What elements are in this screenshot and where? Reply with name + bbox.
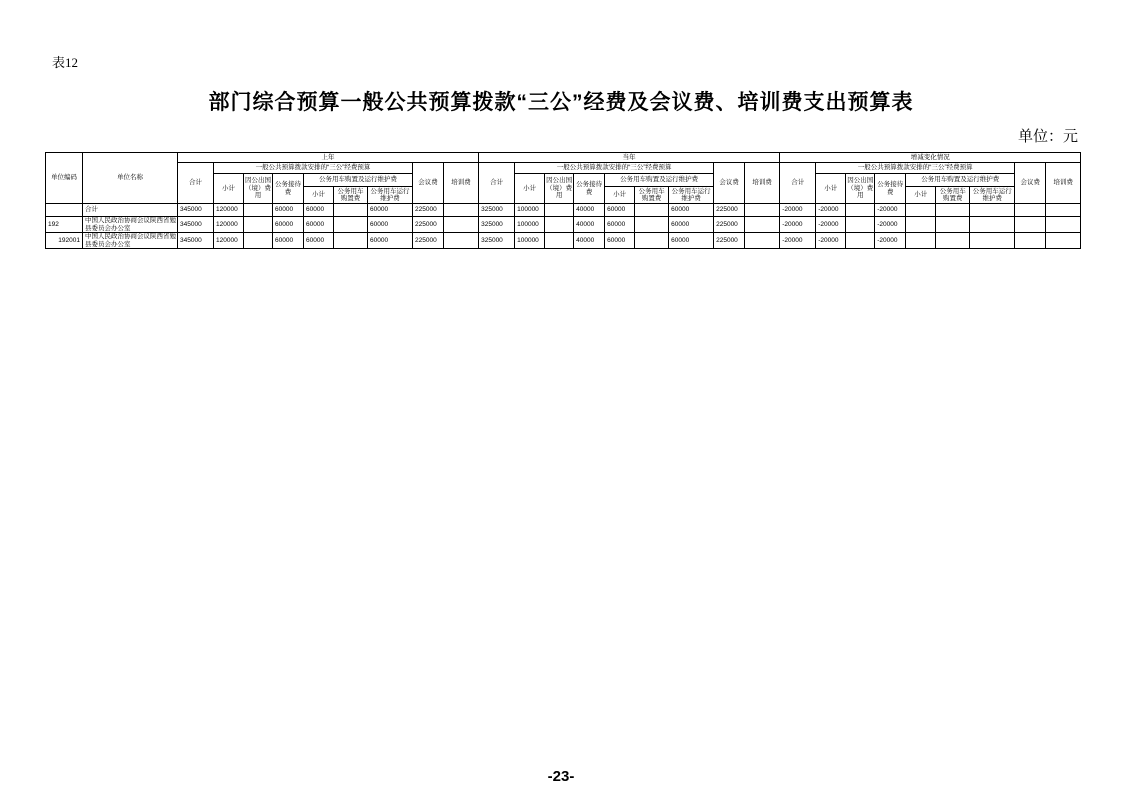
budget-table (45, 152, 1081, 249)
value-cell: -20000 (780, 204, 816, 217)
col-header-meeting: 会议费 (413, 163, 444, 204)
value-cell (970, 217, 1015, 233)
value-cell: 120000 (214, 217, 244, 233)
value-cell (635, 204, 669, 217)
header-row-groups (46, 163, 1081, 174)
unit-name-cell: 中国人民政治协商会议陕西省勉县委员会办公室 (83, 233, 178, 249)
value-cell (970, 204, 1015, 217)
value-cell (545, 217, 574, 233)
value-cell (906, 204, 936, 217)
value-cell (635, 217, 669, 233)
value-cell: 345000 (178, 233, 214, 249)
value-cell (545, 233, 574, 249)
table-body (46, 204, 1081, 249)
value-cell: 60000 (304, 233, 334, 249)
table-header (46, 153, 1081, 204)
value-cell: 325000 (479, 217, 515, 233)
value-cell: 40000 (574, 204, 605, 217)
col-header-reception: 公务接待费 (875, 174, 906, 204)
value-cell: 120000 (214, 233, 244, 249)
col-header-vehicle-purchase: 公务用车购置费 (635, 187, 669, 204)
value-cell (846, 217, 875, 233)
value-cell: 60000 (304, 217, 334, 233)
col-header-vehicle-subtotal: 小计 (605, 187, 635, 204)
value-cell: 40000 (574, 233, 605, 249)
value-cell (545, 204, 574, 217)
value-cell: 225000 (714, 233, 745, 249)
value-cell: 60000 (605, 204, 635, 217)
value-cell (1046, 217, 1081, 233)
value-cell: 225000 (714, 217, 745, 233)
value-cell (1015, 217, 1046, 233)
value-cell: 225000 (714, 204, 745, 217)
col-header-training: 培训费 (1046, 163, 1081, 204)
value-cell: 60000 (304, 204, 334, 217)
value-cell (1015, 204, 1046, 217)
col-header-training: 培训费 (745, 163, 780, 204)
col-header-unit-name: 单位名称 (83, 153, 178, 204)
unit-code-cell: 192 (46, 217, 83, 233)
value-cell: -20000 (780, 233, 816, 249)
value-cell: 225000 (413, 204, 444, 217)
col-header-training: 培训费 (444, 163, 479, 204)
col-header-total: 合计 (780, 163, 816, 204)
col-header-meeting: 会议费 (714, 163, 745, 204)
value-cell (906, 217, 936, 233)
value-cell (745, 233, 780, 249)
group-header-sangong: 一般公共预算拨款安排的“三公”经费预算 (515, 163, 714, 174)
value-cell: 60000 (669, 217, 714, 233)
value-cell: -20000 (816, 217, 846, 233)
value-cell: 60000 (368, 233, 413, 249)
value-cell (244, 204, 273, 217)
page-title: 部门综合预算一般公共预算拨款“三公”经费及会议费、培训费支出预算表 (208, 91, 914, 114)
value-cell (444, 233, 479, 249)
col-header-subtotal: 小计 (515, 174, 545, 204)
value-cell (970, 233, 1015, 249)
col-header-vehicle-maintenance: 公务用车运行维护费 (970, 187, 1015, 204)
col-header-subtotal: 小计 (214, 174, 244, 204)
value-cell: 60000 (273, 217, 304, 233)
value-cell: -20000 (816, 204, 846, 217)
col-header-abroad: 因公出国（境）费用 (545, 174, 574, 204)
unit-name-cell: 合计 (83, 204, 178, 217)
value-cell: 100000 (515, 204, 545, 217)
value-cell: 100000 (515, 233, 545, 249)
table-row (46, 233, 1081, 249)
unit-note: 单位：元 (1017, 128, 1078, 145)
value-cell: 325000 (479, 233, 515, 249)
value-cell: -20000 (875, 204, 906, 217)
col-header-vehicle-maintenance: 公务用车运行维护费 (368, 187, 413, 204)
section-header-change: 增减变化情况 (780, 153, 1081, 163)
col-header-total: 合计 (178, 163, 214, 204)
col-header-meeting: 会议费 (1015, 163, 1046, 204)
value-cell (244, 233, 273, 249)
value-cell: 225000 (413, 233, 444, 249)
value-cell (635, 233, 669, 249)
unit-code-cell: 192001 (46, 233, 83, 249)
section-header-prev-year: 上年 (178, 153, 479, 163)
value-cell (1046, 233, 1081, 249)
col-header-vehicle-subtotal: 小计 (906, 187, 936, 204)
value-cell (444, 217, 479, 233)
value-cell: 60000 (368, 204, 413, 217)
value-cell: 60000 (669, 204, 714, 217)
group-header-vehicle: 公务用车购置及运行维护费 (304, 174, 413, 187)
col-header-vehicle-purchase: 公务用车购置费 (334, 187, 368, 204)
group-header-sangong: 一般公共预算拨款安排的“三公”经费预算 (816, 163, 1015, 174)
col-header-vehicle-purchase: 公务用车购置费 (936, 187, 970, 204)
value-cell (1015, 233, 1046, 249)
value-cell (745, 204, 780, 217)
table-label: 表12 (52, 55, 79, 70)
section-header-current-year: 当年 (479, 153, 780, 163)
col-header-reception: 公务接待费 (574, 174, 605, 204)
value-cell: 60000 (273, 233, 304, 249)
value-cell (745, 217, 780, 233)
value-cell (1046, 204, 1081, 217)
table-row (46, 217, 1081, 233)
value-cell (244, 217, 273, 233)
col-header-reception: 公务接待费 (273, 174, 304, 204)
value-cell: -20000 (875, 217, 906, 233)
header-row-sections (46, 153, 1081, 163)
value-cell (846, 233, 875, 249)
value-cell: -20000 (875, 233, 906, 249)
value-cell (334, 217, 368, 233)
value-cell: -20000 (780, 217, 816, 233)
value-cell: 60000 (368, 217, 413, 233)
page-number: -23- (547, 768, 575, 785)
unit-code-cell (46, 204, 83, 217)
col-header-abroad: 因公出国（境）费用 (244, 174, 273, 204)
table-row (46, 204, 1081, 217)
col-header-unit-code: 单位编码 (46, 153, 83, 204)
value-cell (936, 233, 970, 249)
value-cell (334, 233, 368, 249)
value-cell: 60000 (605, 233, 635, 249)
col-header-total: 合计 (479, 163, 515, 204)
unit-name-cell: 中国人民政治协商会议陕西省勉县委员会办公室 (83, 217, 178, 233)
value-cell: 345000 (178, 217, 214, 233)
value-cell (936, 217, 970, 233)
value-cell: 40000 (574, 217, 605, 233)
value-cell: 60000 (669, 233, 714, 249)
col-header-abroad: 因公出国（境）费用 (846, 174, 875, 204)
value-cell: 120000 (214, 204, 244, 217)
group-header-sangong: 一般公共预算拨款安排的“三公”经费预算 (214, 163, 413, 174)
col-header-vehicle-subtotal: 小计 (304, 187, 334, 204)
group-header-vehicle: 公务用车购置及运行维护费 (906, 174, 1015, 187)
value-cell: 225000 (413, 217, 444, 233)
value-cell (936, 204, 970, 217)
value-cell (846, 204, 875, 217)
value-cell (444, 204, 479, 217)
value-cell: 60000 (273, 204, 304, 217)
value-cell: 100000 (515, 217, 545, 233)
col-header-vehicle-maintenance: 公务用车运行维护费 (669, 187, 714, 204)
value-cell (334, 204, 368, 217)
value-cell: 60000 (605, 217, 635, 233)
value-cell: 345000 (178, 204, 214, 217)
group-header-vehicle: 公务用车购置及运行维护费 (605, 174, 714, 187)
value-cell: -20000 (816, 233, 846, 249)
col-header-subtotal: 小计 (816, 174, 846, 204)
value-cell (906, 233, 936, 249)
value-cell: 325000 (479, 204, 515, 217)
